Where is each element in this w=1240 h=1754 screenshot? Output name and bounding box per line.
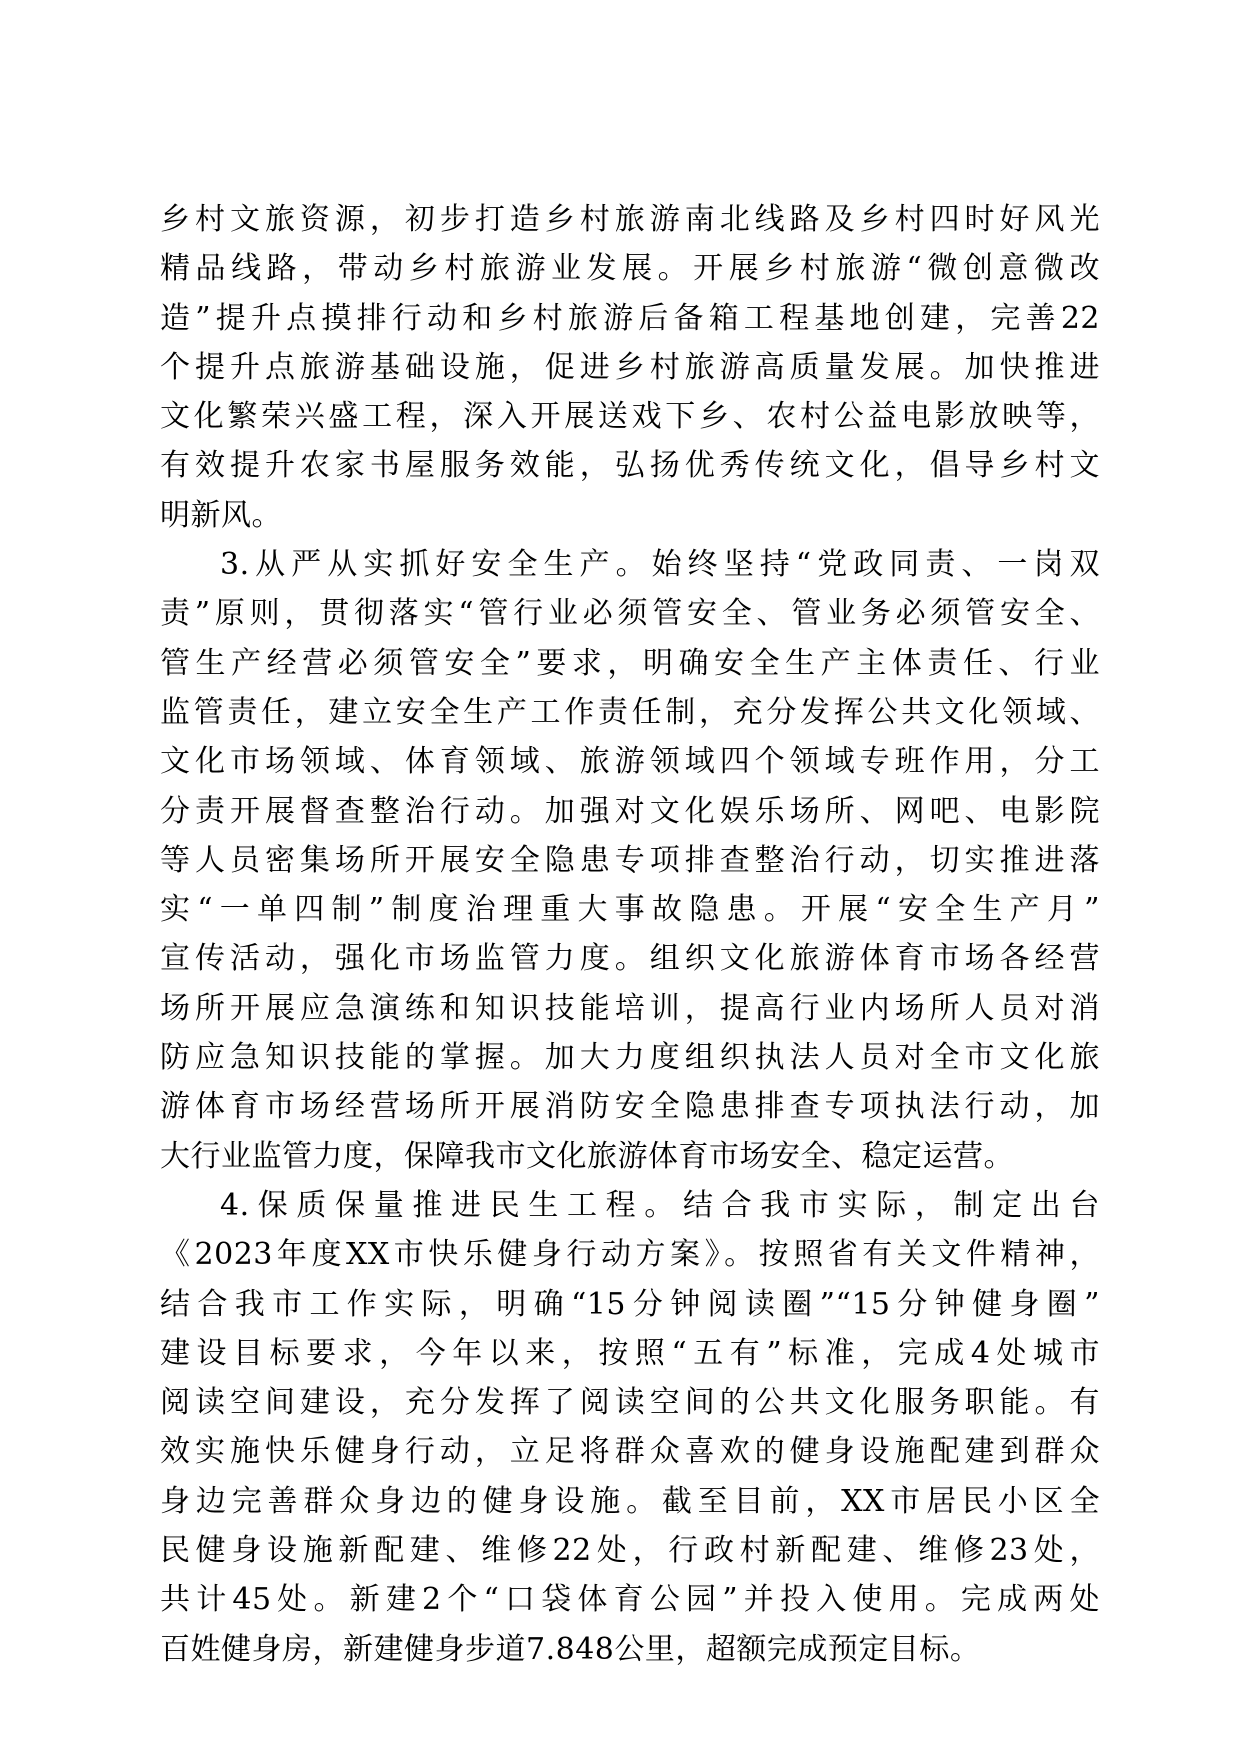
text-line: 《2023年度XX市快乐健身行动方案》。按照省有关文件精神， <box>160 1237 1100 1273</box>
text-line: 造”提升点摸排行动和乡村旅游后备箱工程基地创建，完善22 <box>160 300 1100 336</box>
text-line: 乡村文旅资源，初步打造乡村旅游南北线路及乡村四时好风光 <box>160 202 1100 237</box>
text-line: 监管责任，建立安全生产工作责任制，充分发挥公共文化领域、 <box>160 694 1100 730</box>
document-body <box>160 195 1100 1674</box>
text-line: 民健身设施新配建、维修22处，行政村新配建、维修23处， <box>160 1533 1100 1569</box>
text-line: 管生产经营必须管安全”要求，明确安全生产主体责任、行业 <box>160 645 1100 681</box>
text-line: 实“一单四制”制度治理重大事故隐患。开展“安全生产月” <box>160 892 1100 928</box>
text-line: 建设目标要求，今年以来，按照“五有”标准，完成4处城市 <box>160 1335 1100 1371</box>
text-line: 大行业监管力度，保障我市文化旅游体育市场安全、稳定运营。 <box>160 1138 1014 1174</box>
text-line: 文化繁荣兴盛工程，深入开展送戏下乡、农村公益电影放映等， <box>160 399 1100 435</box>
text-line: 个提升点旅游基础设施，促进乡村旅游高质量发展。加快推进 <box>160 349 1100 385</box>
text-line: 有效提升农家书屋服务效能，弘扬优秀传统文化，倡导乡村文 <box>160 448 1100 484</box>
text-line: 等人员密集场所开展安全隐患专项排查整治行动，切实推进落 <box>160 842 1100 878</box>
text-line: 结合我市工作实际，明确“15分钟阅读圈”“15分钟健身圈” <box>160 1286 1100 1322</box>
text-line: 百姓健身房，新建健身步道7.848公里，超额完成预定目标。 <box>160 1631 981 1667</box>
text-line: 分责开展督查整治行动。加强对文化娱乐场所、网吧、电影院 <box>160 793 1100 829</box>
paragraph-heading-line: 4.保质保量推进民生工程。结合我市实际，制定出台 <box>220 1187 1100 1223</box>
text-line: 责”原则，贯彻落实“管行业必须管安全、管业务必须管安全、 <box>160 596 1100 632</box>
text-line: 宣传活动，强化市场监管力度。组织文化旅游体育市场各经营 <box>160 941 1100 977</box>
text-line: 效实施快乐健身行动，立足将群众喜欢的健身设施配建到群众 <box>160 1434 1100 1470</box>
text-line: 明新风。 <box>160 497 282 533</box>
text-line: 游体育市场经营场所开展消防安全隐患排查专项执法行动，加 <box>160 1089 1100 1125</box>
text-line: 身边完善群众身边的健身设施。截至目前，XX市居民小区全 <box>160 1483 1100 1519</box>
paragraph-heading-line: 3.从严从实抓好安全生产。始终坚持“党政同责、一岗双 <box>220 547 1100 583</box>
text-line: 场所开展应急演练和知识技能培训，提高行业内场所人员对消 <box>160 990 1100 1026</box>
text-line: 精品线路，带动乡村旅游业发展。开展乡村旅游“微创意微改 <box>160 251 1100 287</box>
paragraph-livelihood <box>160 1181 1100 1674</box>
text-line: 共计45处。新建2个“口袋体育公园”并投入使用。完成两处 <box>160 1582 1100 1618</box>
paragraph-safety-production <box>160 540 1100 1181</box>
text-line: 防应急知识技能的掌握。加大力度组织执法人员对全市文化旅 <box>160 1040 1100 1076</box>
paragraph-rural-tourism <box>160 195 1100 540</box>
text-line: 文化市场领域、体育领域、旅游领域四个领域专班作用，分工 <box>160 744 1100 780</box>
text-line: 阅读空间建设，充分发挥了阅读空间的公共文化服务职能。有 <box>160 1385 1100 1421</box>
